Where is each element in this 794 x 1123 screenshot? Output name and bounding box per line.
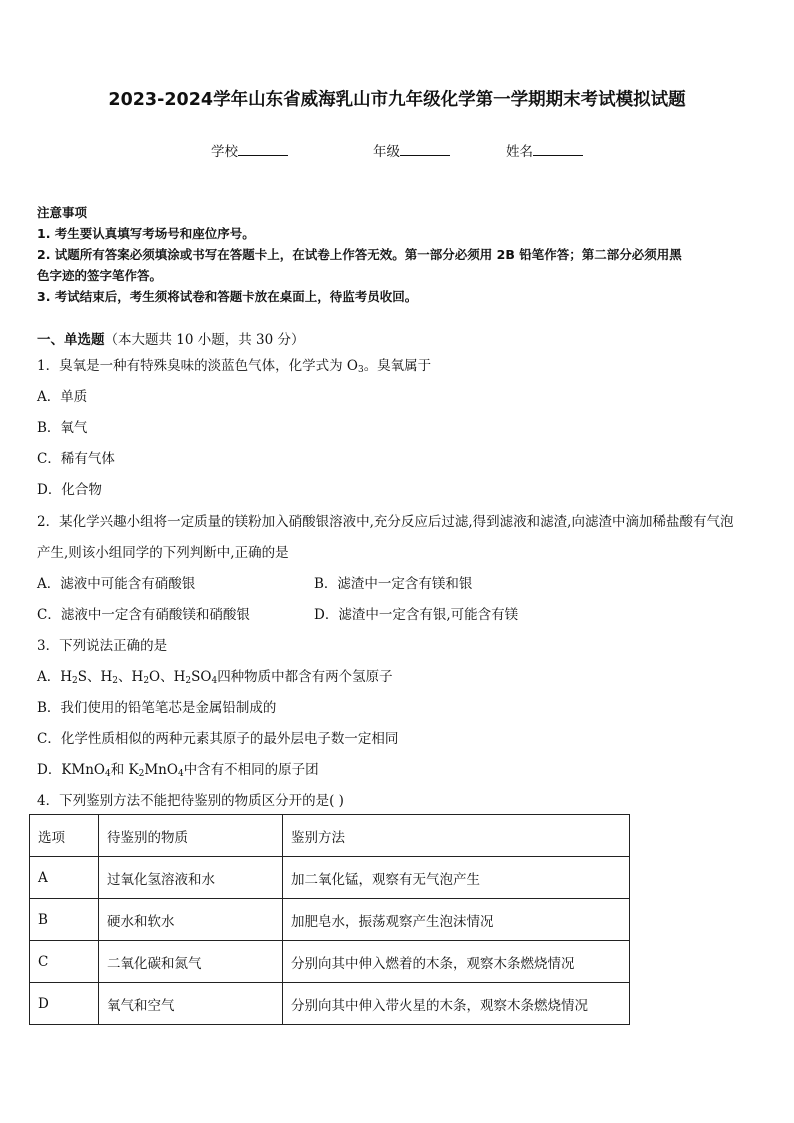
question-2-stem-cont: 产生,则该小组同学的下列判断中,正确的是 — [37, 545, 289, 561]
table-row — [30, 899, 630, 941]
name-blank[interactable] — [533, 143, 583, 156]
notice-item: 3. 考试结束后，考生须将试卷和答题卡放在桌面上，待监考员收回。 — [37, 289, 418, 304]
q1-option-c[interactable]: C．稀有气体 — [37, 451, 115, 467]
table-cell: A — [30, 857, 99, 899]
table-cell: 硬水和软水 — [99, 899, 283, 941]
table-cell: 分别向其中伸入燃着的木条，观察木条燃烧情况 — [283, 941, 630, 983]
table-header-cell: 选项 — [30, 815, 99, 857]
table-cell: 二氧化碳和氮气 — [99, 941, 283, 983]
q1-option-b[interactable]: B．氧气 — [37, 420, 88, 436]
table-row — [30, 857, 630, 899]
q2-option-c[interactable]: C．滤液中一定含有硝酸镁和硝酸银 — [37, 607, 250, 623]
q3-option-c[interactable]: C．化学性质相似的两种元素其原子的最外层电子数一定相同 — [37, 731, 399, 747]
q1-option-d[interactable]: D．化合物 — [37, 482, 102, 498]
notice-item: 色字迹的签字笔作答。 — [37, 268, 163, 283]
q3-option-d[interactable]: D．KMnO$_4$和 $K_2MnO_4$中含有不相同的原子团 — [37, 762, 319, 779]
question-2-stem: 2．某化学兴趣小组将一定质量的镁粉加入硝酸银溶液中,充分反应后过滤,得到滤液和滤渣,向滤渣中滴加稀盐酸有气泡 — [37, 514, 734, 530]
notice-heading: 注意事项 — [37, 205, 88, 220]
table-cell: 加二氧化锰，观察有无气泡产生 — [283, 857, 630, 899]
table-cell: 分别向其中伸入带火星的木条，观察木条燃烧情况 — [283, 983, 630, 1025]
grade-blank[interactable] — [400, 143, 450, 156]
table-cell: 过氧化氢溶液和水 — [99, 857, 283, 899]
question-1-stem: 1．臭氧是一种有特殊臭味的淡蓝色气体，化学式为 $O_3$。臭氧属于 — [37, 358, 432, 375]
q2-option-b[interactable]: B．滤渣中一定含有镁和银 — [314, 576, 473, 592]
grade-field[interactable]: 年级 — [373, 140, 450, 160]
table-cell: D — [30, 983, 99, 1025]
table-header-cell: 待鉴别的物质 — [99, 815, 283, 857]
table-cell: B — [30, 899, 99, 941]
table-row — [30, 941, 630, 983]
table-header-cell: 鉴别方法 — [283, 815, 630, 857]
table-cell: C — [30, 941, 99, 983]
school-blank[interactable] — [238, 143, 288, 156]
question-3-stem: 3．下列说法正确的是 — [37, 638, 168, 654]
page-title: 2023-2024学年山东省威海乳山市九年级化学第一学期期末考试模拟试题 — [108, 90, 686, 110]
question-4-stem: 4．下列鉴别方法不能把待鉴别的物质区分开的是( ) — [37, 793, 344, 809]
q3-option-a[interactable]: A．$H_2S$、$H_2$、$H_2O$、$H_2SO_4$四种物质中都含有两个氢原子 — [37, 669, 393, 686]
section-heading: 一、单选题（本大题共 10 小题，共 30 分） — [37, 332, 305, 348]
q2-option-d[interactable]: D．滤渣中一定含有银,可能含有镁 — [314, 607, 519, 623]
notice-item: 1. 考生要认真填写考场号和座位序号。 — [37, 226, 255, 241]
identification-table — [29, 814, 630, 1025]
table-row — [30, 983, 630, 1025]
q2-option-a[interactable]: A．滤液中可能含有硝酸银 — [37, 576, 196, 592]
table-header-row — [30, 815, 630, 857]
q3-option-b[interactable]: B．我们使用的铅笔笔芯是金属铅制成的 — [37, 700, 277, 716]
table-cell: 加肥皂水，振荡观察产生泡沫情况 — [283, 899, 630, 941]
notice-item: 2. 试题所有答案必须填涂或书写在答题卡上，在试卷上作答无效。第一部分必须用 2B 铅笔作答；第二部分必须用黑 — [37, 247, 682, 262]
name-field[interactable]: 姓名 — [506, 140, 583, 160]
table-cell: 氧气和空气 — [99, 983, 283, 1025]
school-field[interactable]: 学校 — [211, 140, 288, 160]
q1-option-a[interactable]: A．单质 — [37, 389, 88, 405]
